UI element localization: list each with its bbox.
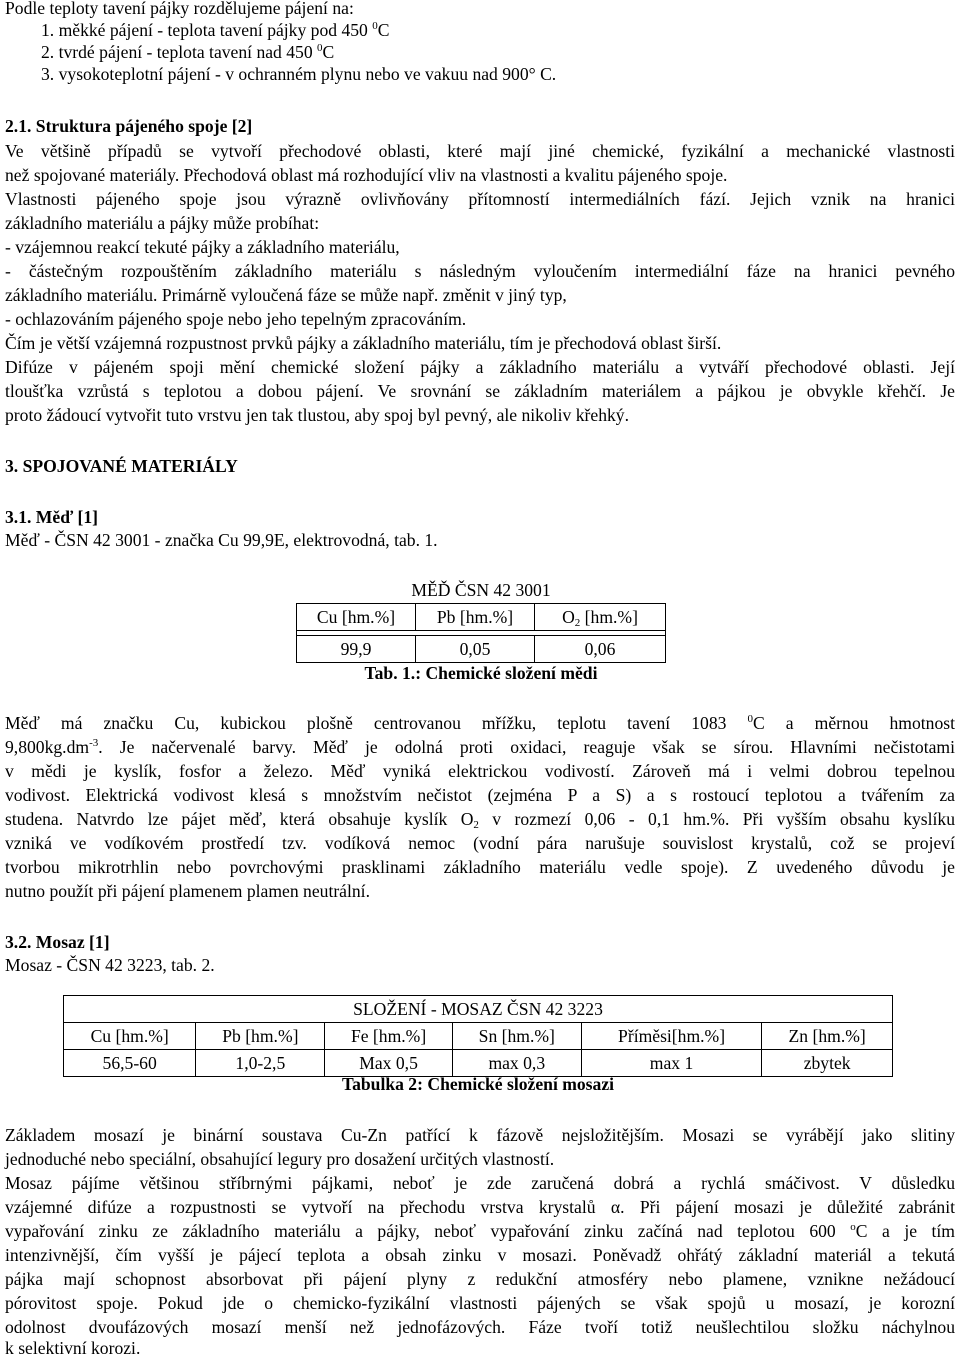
paragraph-line: proto žádoucí vytvořit tuto vrstvu jen tak tlustou, aby spoj byl pevný, ale nikoliv křehký. (5, 405, 629, 425)
table-header-cell: Cu [hm.%] (64, 1023, 196, 1050)
table-caption: Tabulka 2: Chemické složení mosazi (341, 1074, 615, 1094)
table-header-cell: Příměsi[hm.%] (581, 1023, 761, 1050)
paragraph-line: vypařování zinku ze základního materiálu a pájky, neboť vypařování zinku začíná nad teplotou 600 $^o$C a je tím (5, 1221, 955, 1241)
list-item: 3. vysokoteplotní pájení - v ochranném plynu nebo ve vakuu nad 900° C. (41, 64, 557, 84)
paragraph-line: pórovitost spoje. Pokud jde o chemicko-fyzikální vlastnosti pájených se však spojů u mosazí, je korozní (5, 1293, 955, 1313)
table-header-cell: Sn [hm.%] (452, 1023, 581, 1050)
table-header-cell: Pb [hm.%] (416, 604, 535, 631)
table-title: SLOŽENÍ - MOSAZ ČSN 42 3223 (64, 996, 893, 1023)
paragraph-line: tvorbou mikrotrhlin nebo povrchovými prasklinami základního materiálu vedle spoje). Z uvedeného důvodu je (5, 857, 955, 877)
paragraph-line: nutno použít při pájení plamenem plamen neutrální. (5, 881, 370, 901)
paragraph-line: vzájemné difúze a rozpustnosti se vytvoří na přechodu vrstva krystalů α. Při pájení mosazi je důležité zabránit (5, 1197, 955, 1217)
paragraph-line: - vzájemnou reakcí tekuté pájky a základního materiálu, (5, 237, 400, 257)
table-cell: Max 0,5 (325, 1050, 452, 1077)
table-header-cell: Fe [hm.%] (325, 1023, 452, 1050)
paragraph-line: Měď má značku Cu, kubickou plošně centrovanou mřížku, teplotu tavení 1083 $^0$C a měrnou hmotnost (5, 713, 955, 733)
subline: Mosaz - ČSN 42 3223, tab. 2. (5, 955, 215, 975)
table-caption: Tab. 1.: Chemické složení mědi (364, 663, 598, 683)
paragraph-line: než spojované materiály. Přechodová oblast má rozhodující vliv na vlastnosti a kvalitu pájeného spoje. (5, 165, 728, 185)
paragraph-line: Vlastnosti pájeného spoje jsou výrazně ovlivňovány přítomností intermediálních fází. Jejich vznik na hranici (5, 189, 955, 209)
paragraph-line: Čím je větší vzájemná rozpustnost prvků pájky a základního materiálu, tím je přechodová oblast širší. (5, 333, 722, 353)
paragraph-line: $9,800kg.dm^{-3}$. Je načervenalé barvy. Měď je odolná proti oxidaci, reaguje však se sírou. Hlavními nečistotami (5, 737, 955, 757)
paragraph-line: - částečným rozpouštěním základního materiálu s následným vyloučením intermediální fáze na hranici pevného (5, 261, 955, 281)
copper-composition-table (296, 577, 666, 663)
paragraph-line: vodivost. Elektrická vodivost klesá s množstvím nečistot (zejména P a S) a s rostoucí teplotou a tvářením za (5, 785, 955, 805)
paragraph-line: k selektivní korozi. (5, 1338, 141, 1358)
paragraph-line: pájka mají schopnost absorbovat při pájení plyny z redukční atmosféry nebo plamene, vznikne nežádoucí (5, 1269, 955, 1289)
section-heading: 3. SPOJOVANÉ MATERIÁLY (5, 456, 238, 476)
subline: Měď - ČSN 42 3001 - značka Cu 99,9E, elektrovodná, tab. 1. (5, 530, 438, 550)
paragraph-line: základního materiálu. Primárně vyloučená fáze se může např. změnit v jiný typ, (5, 285, 567, 305)
paragraph-line: vzniká ve vodíkovém prostředí tzv. vodíková nemoc (vodní pára narušuje souvislost krystalů, což se projeví (5, 833, 955, 853)
paragraph-line: Difúze v pájeném spoji mění chemické složení pájky a základního materiálu a vytváří přechodové oblasti. Její (5, 357, 955, 377)
paragraph-line: v mědi je kyslík, fosfor a železo. Měď vyniká elektrickou vodivostí. Zároveň má i velmi dobrou tepelnou (5, 761, 955, 781)
table-cell: zbytek (762, 1050, 893, 1077)
table-header-cell: $O_2$ [hm.%] (535, 604, 666, 631)
table-cell: 1,0-2,5 (196, 1050, 325, 1077)
paragraph-line: základního materiálu a pájky může probíhat: (5, 213, 320, 233)
paragraph-line: odolnost dvoufázových mosazí menší než jednofázových. Fáze tvoří totiž neušlechtilou složku náchylnou (5, 1317, 955, 1337)
paragraph-line: jednoduché nebo speciální, obsahující legury pro dosažení určitých vlastností. (5, 1149, 555, 1169)
table-header-cell: Cu [hm.%] (297, 604, 416, 631)
table-cell: 56,5-60 (64, 1050, 196, 1077)
intro-lead: Podle teploty tavení pájky rozdělujeme pájení na: (5, 0, 354, 18)
table-cell: max 0,3 (452, 1050, 581, 1077)
list-item: 2. tvrdé pájení - teplota tavení nad 450 $^0$C (41, 42, 335, 62)
section-heading: 3.1. Měď [1] (5, 507, 99, 527)
brass-composition-table (63, 995, 893, 1077)
list-item: 1. měkké pájení - teplota tavení pájky pod 450 $^0$C (41, 20, 390, 40)
paragraph-line: - ochlazováním pájeného spoje nebo jeho tepelným zpracováním. (5, 309, 467, 329)
paragraph-line: tloušťka vzrůstá s teplotou a dobou pájení. Ve srovnání se základním materiálem a pájkou je obvykle křehčí. Je (5, 381, 955, 401)
paragraph-line: Ve většině případů se vytvoří přechodové oblasti, které mají jiné chemické, fyzikální a mechanické vlastnosti (5, 141, 955, 161)
table-cell: 0,06 (535, 636, 666, 663)
table-cell: 0,05 (416, 636, 535, 663)
paragraph-line: Mosaz pájíme většinou stříbrnými pájkami, neboť je zde zaručená dobrá a rychlá smáčivost. V důsledku (5, 1173, 955, 1193)
table-title: MĚĎ ČSN 42 3001 (297, 577, 666, 604)
table-cell: max 1 (581, 1050, 761, 1077)
paragraph-line: studena. Natvrdo lze pájet měď, která obsahuje kyslík $O_2$ v rozmezí 0,06 - 0,1 hm.%. Při vyšším obsahu kyslíku (5, 809, 955, 831)
paragraph-line: Základem mosazí je binární soustava Cu-Zn patřící k fázově nejsložitějším. Mosazi se vyrábějí jako slitiny (5, 1125, 955, 1145)
paragraph-line: intenzivnější, čím vyšší je pájecí teplota a obsah zinku v mosazi. Poněvadž ohřátý základní materiál a tekutá (5, 1245, 955, 1265)
table-cell: 99,9 (297, 636, 416, 663)
section-heading: 3.2. Mosaz [1] (5, 932, 110, 952)
table-header-cell: Pb [hm.%] (196, 1023, 325, 1050)
section-heading: 2.1. Struktura pájeného spoje [2] (5, 116, 253, 136)
table-header-cell: Zn [hm.%] (762, 1023, 893, 1050)
